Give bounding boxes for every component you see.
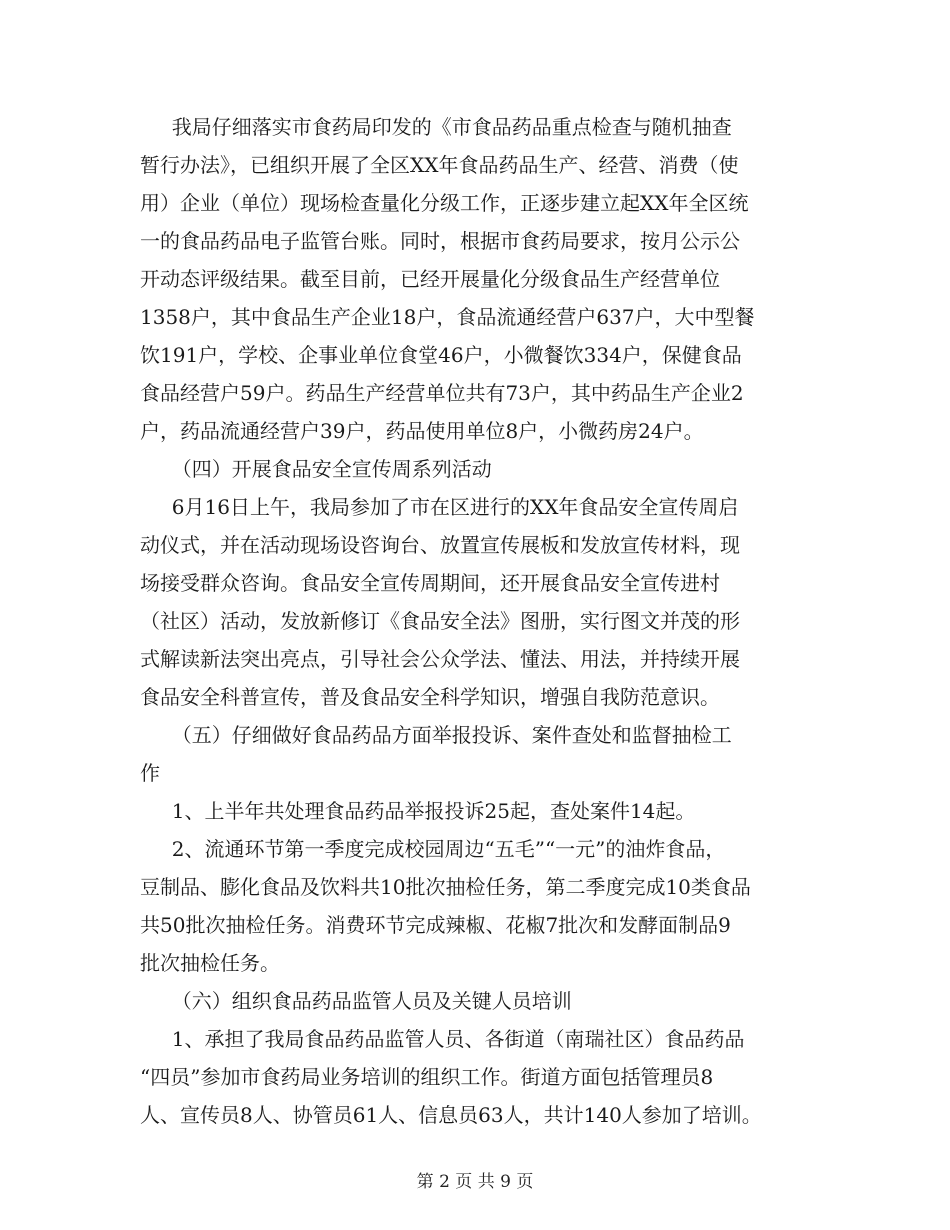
text-line: 1、承担了我局食品药品监管人员、各街道（南瑞社区）食品药品 [140,1027,745,1051]
text-line: 动仪式，并在活动现场设咨询台、放置宣传展板和发放宣传材料，现 [140,533,740,557]
text-line: 暂行办法》，已组织开展了全区XX年食品药品生产、经营、消费（使 [140,153,739,177]
text-line: （社区）活动，发放新修订《食品安全法》图册，实行图文并茂的形 [140,609,740,633]
text-line: 2、流通环节第一季度完成校园周边“五毛”“一元”的油炸食品， [140,837,726,861]
text-line: 开动态评级结果。截至目前，已经开展量化分级食品生产经营单位 [140,267,720,291]
text-line: 一的食品药品电子监管台账。同时，根据市食药局要求，按月公示公 [140,229,740,253]
document-body [140,108,820,1134]
text-line: 1、上半年共处理食品药品举报投诉25起，查处案件14起。 [140,799,696,823]
text-line: 食品经营户59户。药品生产经营单位共有73户，其中药品生产企业2 [140,381,744,405]
text-line: 批次抽检任务。 [140,951,280,975]
text-line: 户，药品流通经营户39户，药品使用单位8户，小微药房24户。 [140,419,704,443]
text-line: 人、宣传员8人、协管员61人、信息员63人，共计140人参加了培训。 [140,1103,762,1127]
text-line: 饮191户，学校、企事业单位食堂46户，小微餐饮334户，保健食品 [140,343,742,367]
text-line: 我局仔细落实市食药局印发的《市食品药品重点检查与随机抽查 [140,115,732,139]
text-line: 式解读新法突出亮点，引导社会公众学法、懂法、用法，并持续开展 [140,647,740,671]
text-line: 食品安全科普宣传，普及食品安全科学知识，增强自我防范意识。 [140,685,720,709]
page-number-footer: 第 2 页 共 9 页 [416,1172,534,1192]
section-heading: （六）组织食品药品监管人员及关键人员培训 [140,989,572,1013]
text-line: 豆制品、膨化食品及饮料共10批次抽检任务，第二季度完成10类食品 [140,875,751,899]
text-line: 场接受群众咨询。食品安全宣传周期间，还开展食品安全宣传进村 [140,571,720,595]
text-line: 用）企业（单位）现场检查量化分级工作，正逐步建立起XX年全区统 [140,191,749,215]
text-line: 6月16日上午，我局参加了市在区进行的XX年食品安全宣传周启 [140,495,739,519]
text-line: 1358户，其中食品生产企业18户，食品流通经营户637户，大中型餐 [140,305,755,329]
text-line: “四员”参加市食药局业务培训的组织工作。街道方面包括管理员8 [140,1065,714,1089]
section-heading: （四）开展食品安全宣传周系列活动 [140,457,492,481]
text-line: 共50批次抽检任务。消费环节完成辣椒、花椒7批次和发酵面制品9 [140,913,731,937]
section-heading-continued: 作 [140,761,160,785]
section-heading: （五）仔细做好食品药品方面举报投诉、案件查处和监督抽检工 [140,723,732,747]
